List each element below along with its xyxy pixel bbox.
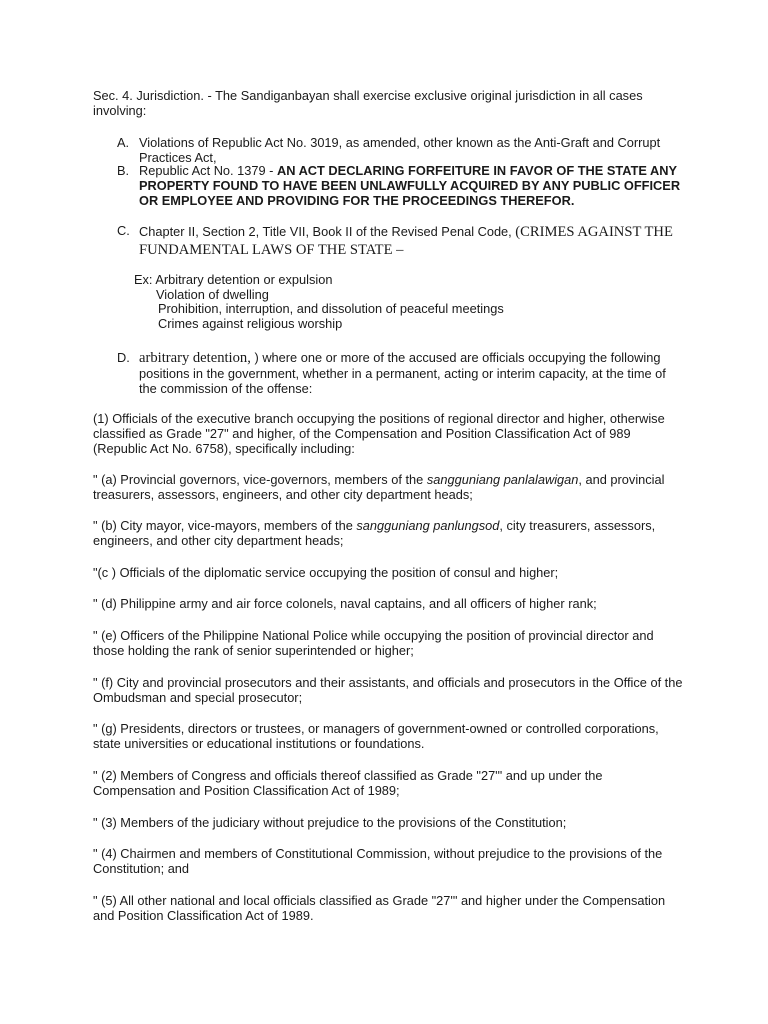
act-title: AN ACT DECLARING FORFEITURE IN FAVOR OF THE STATE ANY PROPERTY FOUND TO HAVE BEEN UNLAWFULLY ACQUIRED BY ANY PUBLIC OFFICER OR EMPLOYEE AND PROVIDING FOR THE PROCEEDINGS THEREFOR.	[139, 163, 681, 208]
example-line: Prohibition, interruption, and dissolution of peaceful meetings	[158, 301, 504, 316]
paragraph-text: " (a) Provincial governors, vice-governors, members of the	[93, 472, 427, 487]
paragraph-g: " (g) Presidents, directors or trustees, or managers of government-owned or controlled corporations, state universities or educational institutions or foundations.	[93, 721, 659, 751]
example-line: Crimes against religious worship	[158, 316, 343, 331]
example-line: Violation of dwelling	[156, 287, 269, 302]
list-letter: C.	[117, 223, 130, 238]
paragraph-a	[93, 472, 683, 502]
paragraph-4: " (4) Chairmen and members of Constitutional Commission, without prejudice to the provisions of the Constitution; and	[93, 846, 663, 876]
list-text-prefix: Chapter II, Section 2, Title VII, Book II of the Revised Penal Code,	[139, 224, 516, 239]
paragraph-2: " (2) Members of Congress and officials thereof classified as Grade "27'" and up under the Compensation and Position Classification Act of 1989;	[93, 768, 603, 798]
paragraph-text: , city treasurers, assessors, engineers, and other city department heads;	[93, 518, 656, 548]
list-text	[139, 163, 687, 208]
paragraph-text: " (b) City mayor, vice-mayors, members of the	[93, 518, 357, 533]
paragraph-d: " (d) Philippine army and air force colonels, naval captains, and all officers of higher rank;	[93, 596, 597, 611]
list-text	[139, 350, 687, 396]
offense-name: arbitrary detention,	[139, 350, 255, 366]
section-intro: Sec. 4. Jurisdiction. - The Sandiganbayan shall exercise exclusive original jurisdiction in all cases involving:	[93, 88, 643, 118]
list-text: Violations of Republic Act No. 3019, as amended, other known as the Anti-Graft and Corrupt Practices Act,	[139, 135, 661, 165]
example-line: Ex: Arbitrary detention or expulsion	[134, 272, 333, 287]
paragraph-emphasis: sangguniang panlungsod	[356, 518, 500, 533]
paragraph-f: " (f) City and provincial prosecutors and their assistants, and officials and prosecutors in the Office of the Ombudsman and special prosecutor;	[93, 675, 683, 705]
list-letter: D.	[117, 350, 130, 365]
crimes-heading: (CRIMES AGAINST THE FUNDAMENTAL LAWS OF THE STATE –	[139, 224, 673, 258]
paragraph-5: " (5) All other national and local officials classified as Grade "27'" and higher under the Compensation and Position Classification Act of 1989.	[93, 893, 666, 923]
paragraph-c: "(c ) Officials of the diplomatic service occupying the position of consul and higher;	[93, 565, 559, 580]
list-letter: B.	[117, 163, 130, 178]
paragraph-1: (1) Officials of the executive branch occupying the positions of regional director and higher, otherwise classified as Grade "27" and higher, of the Compensation and Position Classification Act of 989 (Republic Act No. 6758), specifically including:	[93, 411, 665, 456]
list-text	[139, 223, 687, 259]
paragraph-text: , and provincial treasurers, assessors, engineers, and other city department heads;	[93, 472, 665, 502]
paragraph-emphasis: sangguniang panlalawigan	[426, 472, 579, 487]
paragraph-3: " (3) Members of the judiciary without prejudice to the provisions of the Constitution;	[93, 815, 567, 830]
list-letter: A.	[117, 135, 130, 150]
paragraph-b	[93, 518, 683, 548]
list-text-prefix: Republic Act No. 1379 -	[139, 163, 277, 178]
list-text-rest: ) where one or more of the accused are officials occupying the following positions in the government, whether in a permanent, acting or interim capacity, at the time of the commission of the offense:	[139, 350, 666, 396]
paragraph-e: " (e) Officers of the Philippine National Police while occupying the position of provincial director and those holding the rank of senior superintended or higher;	[93, 628, 654, 658]
